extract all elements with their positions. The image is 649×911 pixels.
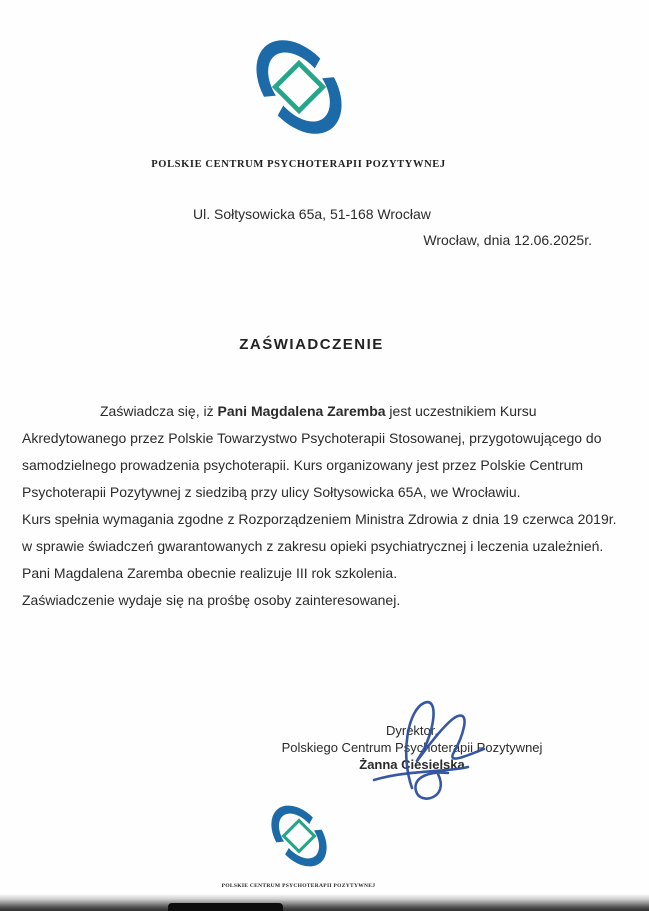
p1-rest: jest uczestnikiem Kursu Akredytowanego przez Polskie Towarzystwo Psychoterapii Stosowanej, przygotowującego do samodzielnego prowadzenia psychoterapii. Kurs organizowany jest przez Polskie Centrum Psychoterapii Pozytywnej z siedzibą przy ulicy Sołtysowicka 65A, we Wrocławiu. bbox=[22, 403, 602, 500]
document-title: ZAŚWIADCZENIE bbox=[239, 336, 384, 353]
pcpp-logo bbox=[239, 26, 359, 148]
org-name: POLSKIE CENTRUM PSYCHOTERAPII POZYTYWNEJ bbox=[151, 159, 446, 170]
paragraph-2: Kurs spełnia wymagania zgodne z Rozporządzeniem Ministra Zdrowia z dnia 19 czerwca 2019r. w sprawie świadczeń gwarantowanych z zakresu opieki psychiatrycznej i leczenia uzależnień. bbox=[22, 511, 617, 554]
paragraph-1 bbox=[22, 398, 629, 506]
signature-block bbox=[252, 722, 572, 773]
place-date-line: Wrocław, dnia 12.06.2025r. bbox=[423, 232, 592, 248]
signer-org: Polskiego Centrum Psychoterapii Pozytywnej bbox=[281, 740, 543, 755]
address-line: Ul. Sołtysowicka 65a, 51-168 Wrocław bbox=[193, 206, 431, 222]
pcpp-logo-small bbox=[260, 796, 338, 876]
footer-org-name: POLSKIE CENTRUM PSYCHOTERAPII POZYTYWNEJ bbox=[221, 883, 376, 889]
paragraph-3: Pani Magdalena Zaremba obecnie realizuje III rok szkolenia. bbox=[22, 565, 398, 581]
scan-edge-artifact bbox=[0, 894, 649, 911]
signer-role: Dyrektor, bbox=[385, 723, 438, 738]
footer-letterhead bbox=[0, 796, 623, 889]
logo-swoosh-ring bbox=[260, 796, 338, 876]
document-body bbox=[22, 398, 629, 614]
letterhead bbox=[0, 26, 623, 170]
signer-name: Żanna Ciesielska bbox=[359, 757, 465, 772]
p1-pre: Zaświadcza się, iż bbox=[100, 403, 218, 419]
participant-name: Pani Magdalena Zaremba bbox=[217, 403, 386, 419]
paragraph-4: Zaświadczenie wydaje się na prośbę osoby zainteresowanej. bbox=[22, 592, 401, 608]
logo-swoosh-ring bbox=[239, 26, 359, 148]
